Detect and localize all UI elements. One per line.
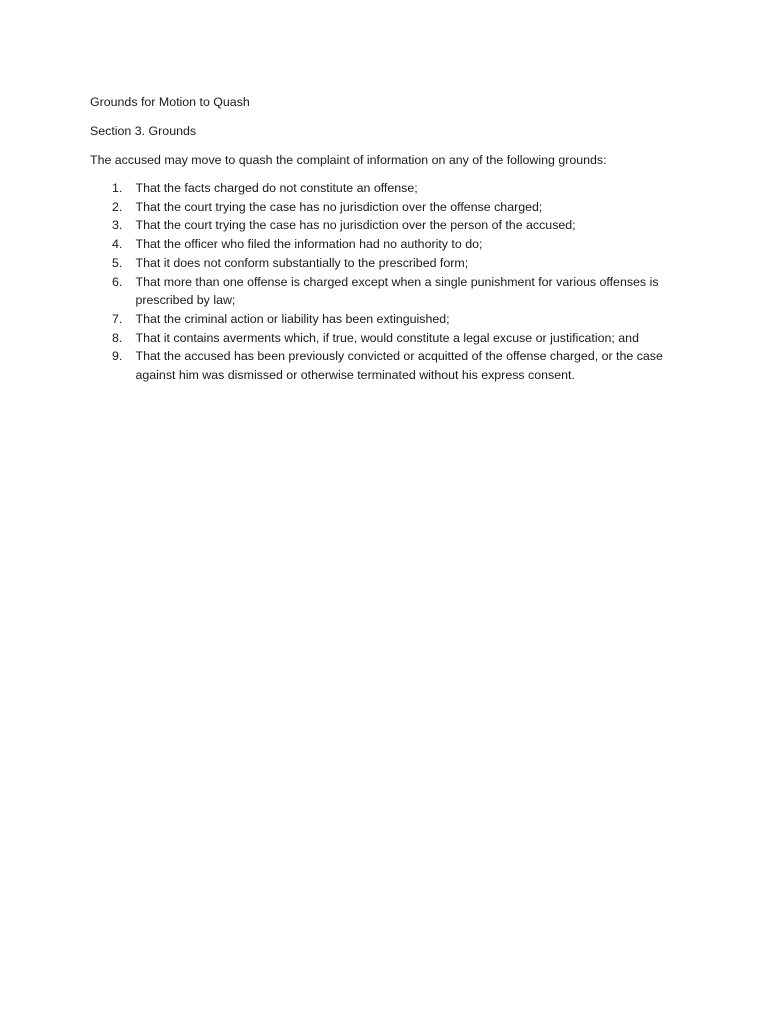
grounds-list [90,179,690,385]
grounds-list-item [90,216,690,235]
list-item-text: That the accused has been previously convicted or acquitted of the offense charged, or the case against him was dismissed or otherwise terminated without his express consent. [135,349,663,383]
section-title: Section 3. Grounds [90,124,197,138]
list-item-text: That the facts charged do not constitute an offense; [135,181,418,195]
list-item-number: 4. [112,237,123,252]
list-item-text: That the court trying the case has no jurisdiction over the person of the accused; [135,218,576,233]
grounds-list-item [90,273,690,310]
list-item-text: That the court trying the case has no jurisdiction over the offense charged; [135,199,543,214]
list-item-number: 9. [112,349,123,364]
list-item-text: That more than one offense is charged except when a single punishment for various offenses is prescribed by law; [135,274,659,308]
list-item-number: 2. [112,199,123,214]
grounds-list-item [90,235,690,254]
list-item-text: That the officer who filed the information had no authority to do; [135,237,483,252]
list-item-number: 5. [112,255,123,270]
list-item-text: That it does not conform substantially to the prescribed form; [135,255,469,270]
list-item-number: 3. [112,218,123,233]
list-item-number: 7. [112,311,123,326]
document-body [90,93,690,385]
grounds-list-item [90,254,690,273]
grounds-list-item [90,310,690,329]
list-item-number: 6. [112,274,123,289]
grounds-list-item [90,329,690,348]
list-item-text: That the criminal action or liability has been extinguished; [135,311,450,326]
list-item-number: 1. [112,181,123,195]
grounds-list-item [90,179,690,198]
grounds-list-item [90,347,690,384]
grounds-list-item [90,198,690,217]
intro-paragraph: The accused may move to quash the complaint of information on any of the following grounds: [90,153,607,167]
list-item-number: 8. [112,330,123,345]
list-item-text: That it contains averments which, if true, would constitute a legal excuse or justification; and [135,330,639,345]
document-heading: Grounds for Motion to Quash [90,95,250,109]
